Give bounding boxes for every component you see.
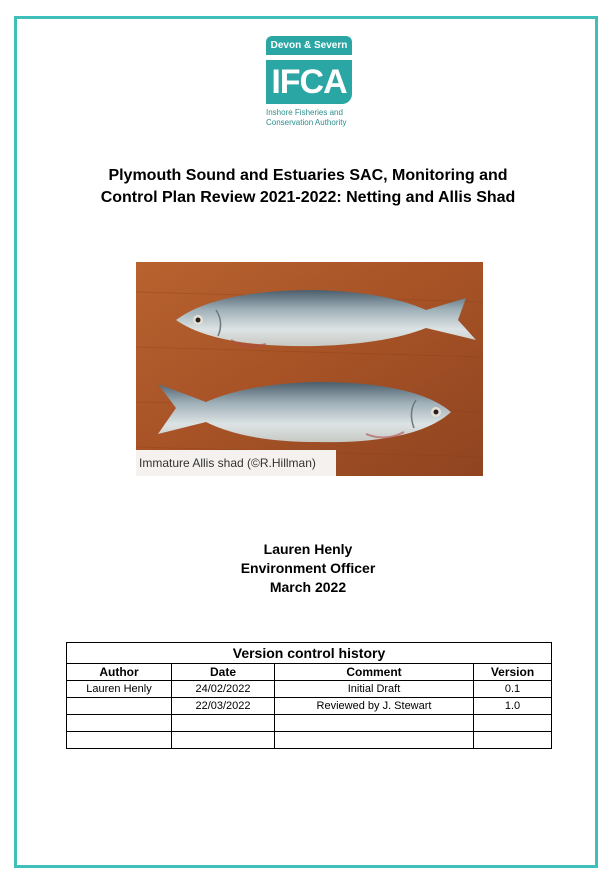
header-date: Date [172,664,275,681]
cell-author [67,715,172,732]
logo-banner: Devon & Severn [266,36,352,55]
table-row [67,698,552,715]
cell-comment: Initial Draft [275,681,474,698]
cell-date [172,732,275,749]
version-control-table [66,642,552,749]
table-row [67,732,552,749]
table-row [67,681,552,698]
logo-subtitle-line2: Conservation Authority [266,118,347,127]
cell-date: 24/02/2022 [172,681,275,698]
author-name: Lauren Henly [263,541,353,557]
author-block [0,540,616,597]
cell-comment [275,715,474,732]
cell-author [67,732,172,749]
cell-author: Lauren Henly [67,681,172,698]
header-comment: Comment [275,664,474,681]
title-line-2: Control Plan Review 2021-2022: Netting and Allis Shad [100,189,516,206]
cell-date [172,715,275,732]
ifca-logo [262,36,358,136]
logo-main-text: IFCA [266,60,352,104]
cell-comment [275,732,474,749]
cell-version: 0.1 [474,681,552,698]
title-line-1: Plymouth Sound and Estuaries SAC, Monitoring and [108,167,508,184]
header-author: Author [67,664,172,681]
cell-version [474,715,552,732]
cell-author [67,698,172,715]
photo-caption: Immature Allis shad (©R.Hillman) [136,450,336,476]
cell-date: 22/03/2022 [172,698,275,715]
document-title [40,165,576,209]
fish-illustration [136,262,483,476]
cell-version: 1.0 [474,698,552,715]
table-row [67,715,552,732]
cell-comment: Reviewed by J. Stewart [275,698,474,715]
header-version: Version [474,664,552,681]
table-header-row [67,664,552,681]
table-caption: Version control history [67,643,552,664]
allis-shad-photo [136,262,483,476]
document-date: March 2022 [269,579,347,595]
author-role: Environment Officer [240,560,376,576]
logo-subtitle-line1: Inshore Fisheries and [266,108,343,117]
cell-version [474,732,552,749]
